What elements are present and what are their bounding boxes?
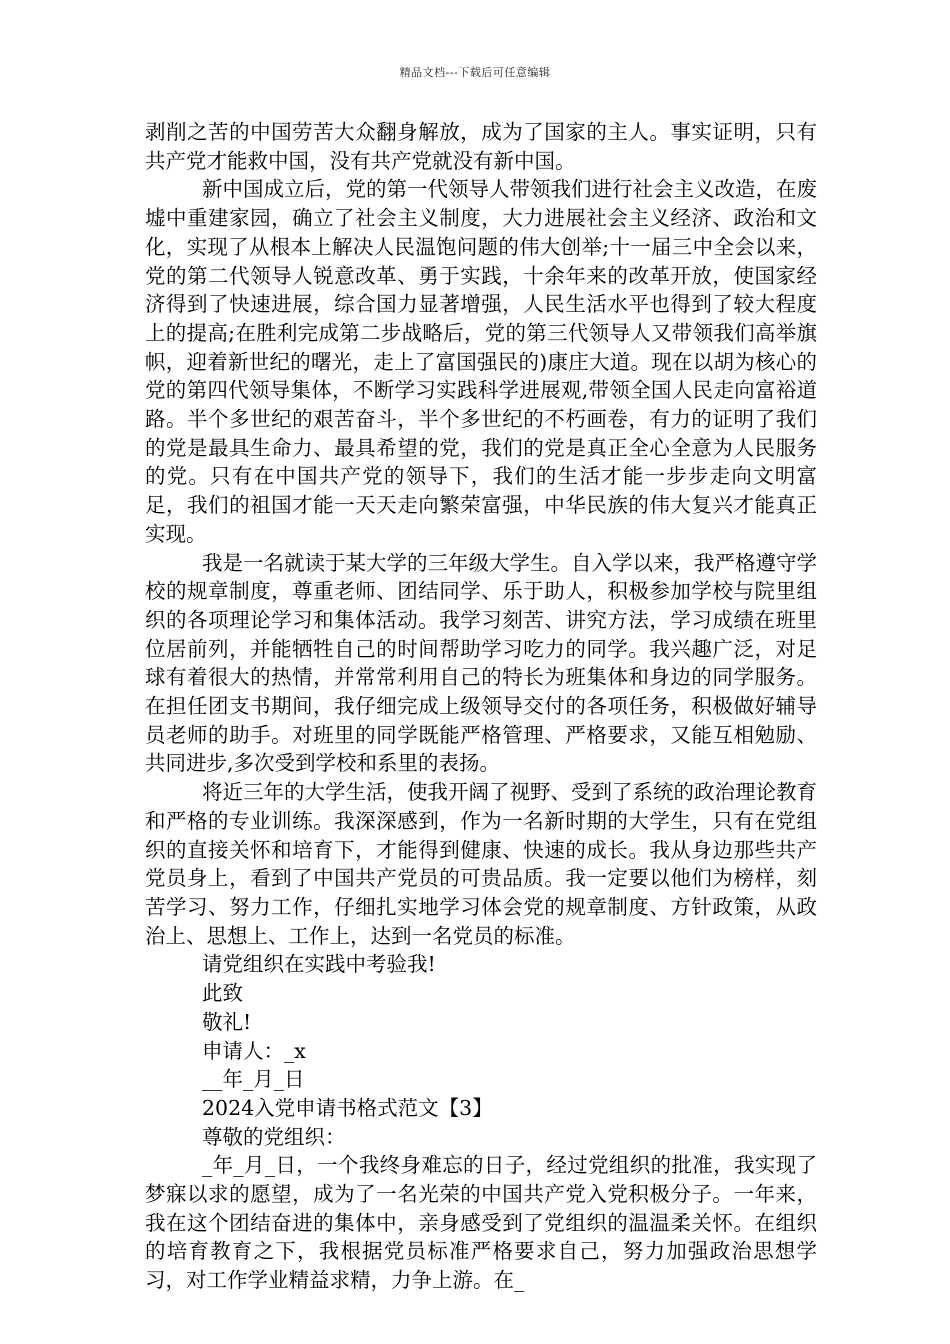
document-body xyxy=(145,118,817,1295)
body-paragraph: 将近三年的大学生活，使我开阔了视野、受到了系统的政治理论教育和严格的专业训练。我深深感到，作为一名新时期的大学生，只有在党组织的直接关怀和培育下，才能得到健康、快速的成长。我从身边那些共产党员身上，看到了中国共产党员的可贵品质。我一定要以他们为榜样，刻苦学习、努力工作，仔细扎实地学习体会党的规章制度、方针政策，从政治上、思想上、工作上，达到一名党员的标准。 xyxy=(145,780,817,948)
body-paragraph: 剥削之苦的中国劳苦大众翻身解放，成为了国家的主人。事实证明，只有共产党才能救中国，没有共产党就没有新中国。 xyxy=(145,120,817,173)
page-header: 精品文档---下载后可任意编辑 xyxy=(399,66,551,79)
closing-salutation: 此致 xyxy=(202,981,243,1006)
closing-request-line: 请党组织在实践中考验我! xyxy=(202,952,436,977)
body-paragraph: 新中国成立后，党的第一代领导人带领我们进行社会主义改造，在废墟中重建家园，确立了社会主义制度，大力进展社会主义经济、政治和文化，实现了从根本上解决人民温饱问题的伟大创举;十一届三中全会以来，党的第二代领导人锐意改革、勇于实践，十余年来的改革开放，使国家经济得到了快速进展，综合国力显著增强，人民生活水平也得到了较大程度上的提高;在胜利完成第二步战略后，党的第三代领导人又带领我们高举旗帜，迎着新世纪的曙光，走上了富国强民的)康庄大道。现在以胡为核心的党的第四代领导集体，不断学习实践科学进展观,带领全国人民走向富裕道路。半个多世纪的艰苦奋斗，半个多世纪的不朽画卷，有力的证明了我们的党是最具生命力、最具希望的党，我们的党是真正全心全意为人民服务的党。只有在中国共产党的领导下，我们的生活才能一步步走向文明富足，我们的祖国才能一天天走向繁荣富强，中华民族的伟大复兴才能真正实现。 xyxy=(145,177,817,546)
closing-salute: 敬礼! xyxy=(202,1009,252,1034)
body-paragraph: _年_月_日，一个我终身难忘的日子，经过党组织的批准，我实现了梦寐以求的愿望，成为了一名光荣的中国共产党入党积极分子。一年来，我在这个团结奋进的集体中，亲身感受到了党组织的温温柔关怀。在组织的培育教育之下，我根据党员标准严格要求自己，努力加强政治思想学习，对工作学业精益求精，力争上游。在_ xyxy=(145,1153,817,1293)
date-line: __年_月_日 xyxy=(202,1067,305,1092)
body-paragraph: 我是一名就读于某大学的三年级大学生。自入学以来，我严格遵守学校的规章制度，尊重老师、团结同学、乐于助人，积极参加学校与院里组织的各项理论学习和集体活动。我学习刻苦、讲究方法，学习成绩在班里位居前列，并能牺牲自己的时间帮助学习吃力的同学。我兴趣广泛，对足球有着很大的热情，并常常利用自己的特长为班集体和身边的同学服务。在担任团支书期间，我仔细完成上级领导交付的各项任务，积极做好辅导员老师的助手。对班里的同学既能严格管理、严格要求，又能互相勉励、共同进步,多次受到学校和系里的表扬。 xyxy=(145,550,817,776)
letter-greeting: 尊敬的党组织： xyxy=(202,1124,346,1149)
section-title: 2024入党申请书格式范文【3】 xyxy=(202,1095,493,1120)
applicant-signature-line: 申请人：_x xyxy=(202,1038,306,1063)
